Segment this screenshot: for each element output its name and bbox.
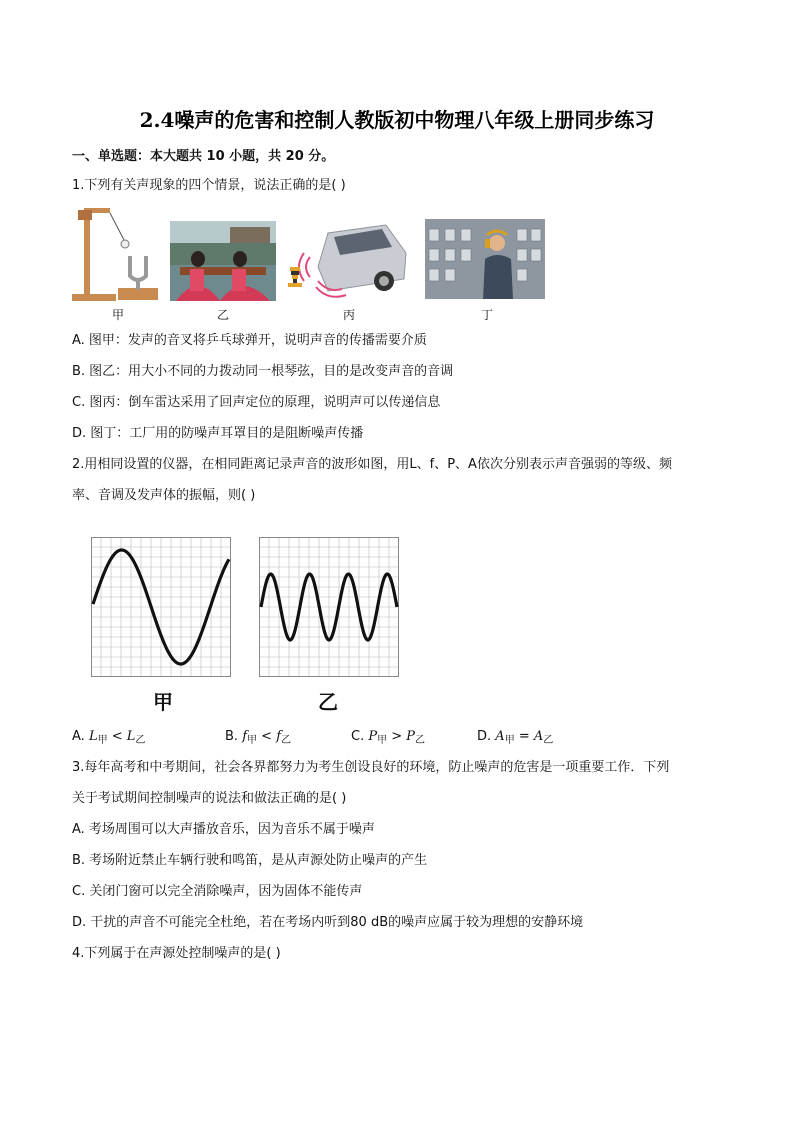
q4-stem: 4.下列属于在声源处控制噪声的是( ) <box>72 946 281 961</box>
q3-option-c: C. 关闭门窗可以完全消除噪声，因为固体不能传声 <box>72 884 363 899</box>
q1-figure-yi-guzheng <box>170 221 276 301</box>
q3-option-d: D. 干扰的声音不可能完全杜绝，若在考场内听到80 dB的噪声应属于较为理想的安静环境 <box>72 915 584 930</box>
q2-option-d: D. $A_甲 = A_乙$ <box>477 729 554 746</box>
q1-figure-ding-factory-earmuffs <box>425 219 545 299</box>
q2-waveform-yi <box>259 537 399 677</box>
page-title: 2.4噪声的危害和控制人教版初中物理八年级上册同步练习 <box>139 108 655 132</box>
q2-caption-yi: 乙 <box>318 690 338 714</box>
q2-option-c: C. $P_甲 > P_乙$ <box>351 729 426 746</box>
q1-figure-jia-tuning-fork <box>72 204 160 302</box>
q3-option-a: A. 考场周围可以大声播放音乐，因为音乐不属于噪声 <box>72 822 375 837</box>
q1-caption-bing: 丙 <box>343 308 356 322</box>
q3-option-b: B. 考场附近禁止车辆行驶和鸣笛，是从声源处防止噪声的产生 <box>72 853 428 868</box>
q1-option-b: B. 图乙：用大小不同的力拨动同一根琴弦，目的是改变声音的音调 <box>72 364 454 379</box>
q1-option-d: D. 图丁：工厂用的防噪声耳罩目的是阻断噪声传播 <box>72 426 364 441</box>
section-heading: 一、单选题：本大题共 10 小题，共 20 分。 <box>72 149 335 164</box>
q1-caption-jia: 甲 <box>112 308 125 322</box>
q1-caption-yi: 乙 <box>217 308 230 322</box>
q2-stem-line2: 率、音调及发声体的振幅，则( ) <box>72 488 256 503</box>
q2-caption-jia: 甲 <box>153 690 173 714</box>
q1-option-c: C. 图丙：倒车雷达采用了回声定位的原理，说明声可以传递信息 <box>72 395 441 410</box>
q1-caption-ding: 丁 <box>481 308 494 322</box>
q1-option-a: A. 图甲：发声的音叉将乒乓球弹开，说明声音的传播需要介质 <box>72 333 427 348</box>
q1-figure-bing-reversing-radar <box>288 219 412 301</box>
q2-option-a: A. $L_甲 < L_乙$ <box>72 729 146 746</box>
q2-waveform-jia <box>91 537 231 677</box>
q2-stem-line1: 2.用相同设置的仪器，在相同距离记录声音的波形如图，用L、f、P、A依次分别表示声音强弱的等级、频 <box>72 457 672 472</box>
q1-stem: 1.下列有关声现象的四个情景，说法正确的是( ) <box>72 178 346 193</box>
q2-option-b: B. $f_甲 < f_乙$ <box>225 729 292 746</box>
q3-stem-line1: 3.每年高考和中考期间，社会各界都努力为考生创设良好的环境，防止噪声的危害是一项重要工作．下列 <box>72 760 670 775</box>
q3-stem-line2: 关于考试期间控制噪声的说法和做法正确的是( ) <box>72 791 347 806</box>
